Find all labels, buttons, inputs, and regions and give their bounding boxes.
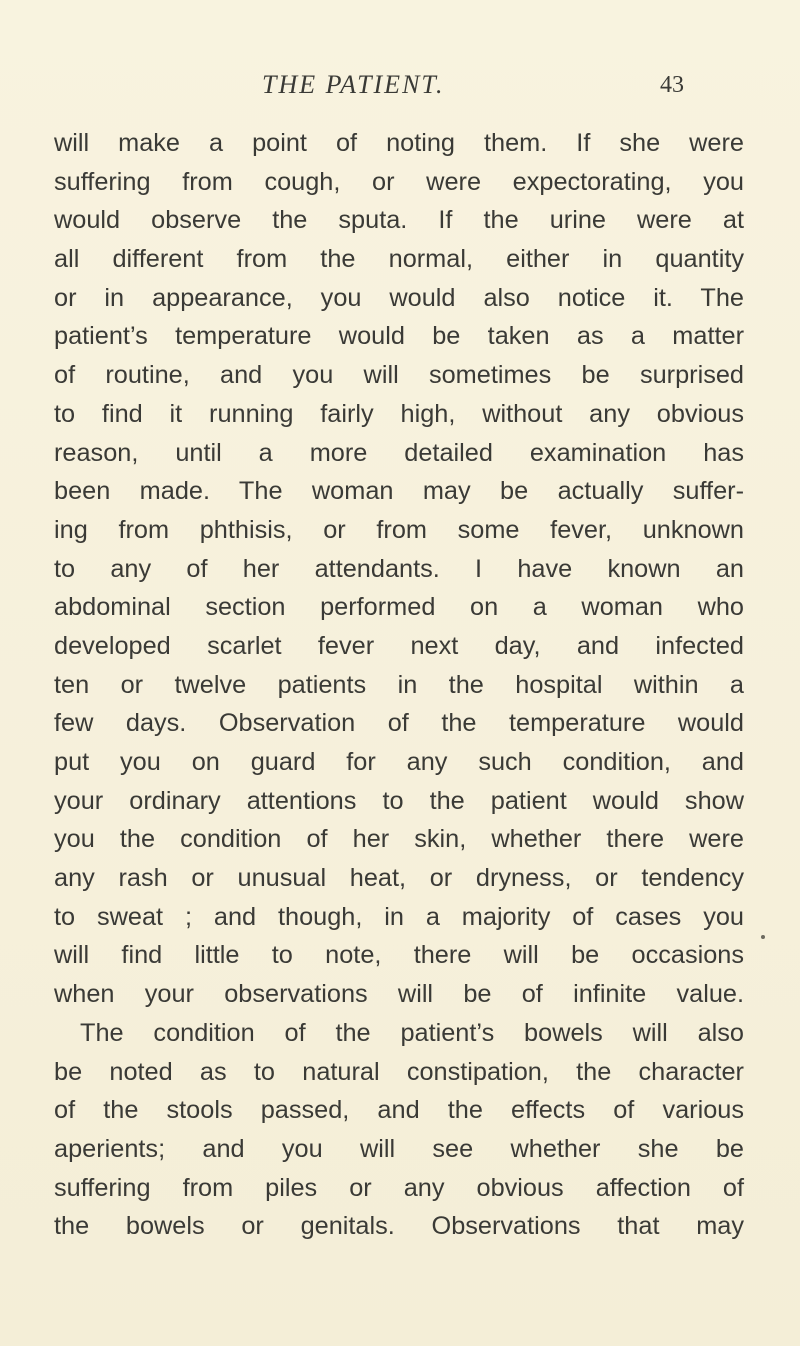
paragraph-start-line: The condition of the patient’s bowels will also: [80, 1018, 744, 1047]
text-line: be noted as to natural constipation, the character: [54, 1057, 744, 1086]
text-line: to any of her attendants. I have known an: [54, 554, 744, 583]
text-line: any rash or unusual heat, or dryness, or tendency: [54, 864, 744, 893]
text-line: patient’s temperature would be taken as a matter: [54, 322, 744, 351]
page-header: [0, 70, 800, 110]
text-line: will find little to note, there will be occasions: [54, 941, 744, 970]
text-line: when your observations will be of infinite value.: [54, 980, 744, 1009]
page-number: 43: [660, 72, 684, 98]
text-line: all different from the normal, either in quantity: [54, 245, 744, 274]
text-line: of the stools passed, and the effects of various: [54, 1096, 744, 1125]
text-line: few days. Observation of the temperature would: [54, 709, 744, 738]
text-line: developed scarlet fever next day, and infected: [54, 631, 744, 660]
text-line: the bowels or genitals. Observations that may: [54, 1212, 744, 1241]
text-line: will make a point of noting them. If she were: [54, 129, 744, 157]
text-line: to sweat ; and though, in a majority of cases you: [54, 902, 744, 931]
text-line: suffering from piles or any obvious affection of: [54, 1173, 744, 1202]
text-line: of routine, and you will sometimes be surprised: [54, 361, 744, 390]
text-line: your ordinary attentions to the patient would show: [54, 786, 744, 815]
text-line: aperients; and you will see whether she be: [54, 1134, 744, 1163]
text-line: ing from phthisis, or from some fever, unknown: [54, 515, 744, 544]
running-title: THE PATIENT.: [262, 70, 445, 99]
text-line: would observe the sputa. If the urine were at: [54, 206, 744, 235]
body-text: [54, 124, 744, 1246]
text-line: been made. The woman may be actually suffer-: [54, 477, 744, 506]
paper-speck: [761, 935, 765, 939]
text-line: reason, until a more detailed examination has: [54, 438, 744, 467]
text-line: suffering from cough, or were expectorating, you: [54, 167, 744, 196]
text-line: you the condition of her skin, whether there were: [54, 825, 744, 854]
text-line: or in appearance, you would also notice it. The: [54, 283, 744, 312]
text-line: put you on guard for any such condition, and: [54, 748, 744, 776]
text-line: to find it running fairly high, without any obvious: [54, 399, 744, 428]
text-line: abdominal section performed on a woman who: [54, 593, 744, 622]
text-line: ten or twelve patients in the hospital within a: [54, 670, 744, 699]
